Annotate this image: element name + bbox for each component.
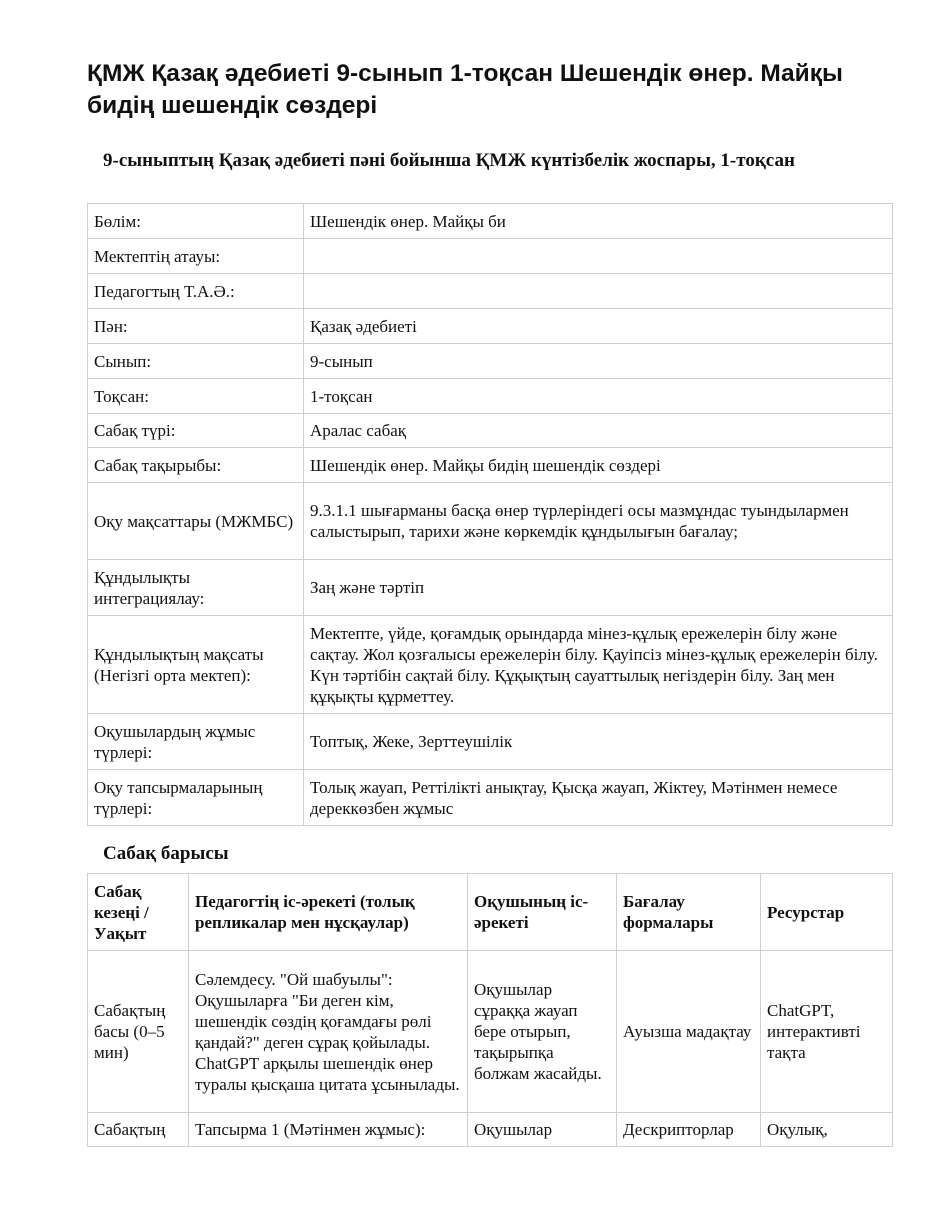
table-row [88, 560, 893, 616]
row-value: 9.3.1.1 шығарманы басқа өнер түрлеріндегі осы мазмұндас туындылармен салыстырып, тарихи және көркемдік құндылығын бағалау; [304, 483, 893, 560]
lesson-table [87, 873, 893, 1147]
col-header-resources: Ресурстар [761, 874, 893, 951]
table-row [88, 414, 893, 448]
info-table [87, 203, 893, 826]
row-label: Оқу тапсырмаларының түрлері: [88, 770, 304, 826]
table-row [88, 616, 893, 714]
col-header-teacher: Педагогтің іс-әрекеті (толық репликалар мен нұсқаулар) [189, 874, 468, 951]
col-header-student: Оқушының іс-әрекеті [468, 874, 617, 951]
table-header-row [88, 874, 893, 951]
stage-cell: Сабақтың басы (0–5 мин) [88, 951, 189, 1113]
table-row [88, 239, 893, 274]
teacher-cell: Сәлемдесу. "Ой шабуылы": Оқушыларға "Би деген кім, шешендік сөздің қоғамдағы рөлі қандай?" деген сұрақ қойылады. ChatGPT арқылы шешендік өнер туралы қысқаша цитата ұсынылады. [189, 951, 468, 1113]
col-header-stage: Сабақ кезеңі / Уақыт [88, 874, 189, 951]
lesson-heading: Сабақ барысы [103, 843, 229, 864]
table-row [88, 309, 893, 344]
table-row [88, 951, 893, 1113]
assessment-cell: Ауызша мадақтау [617, 951, 761, 1113]
row-label: Сабақ түрі: [88, 414, 304, 448]
stage-cell: Сабақтың [88, 1113, 189, 1147]
row-value: Шешендік өнер. Майқы бидің шешендік сөздері [304, 448, 893, 483]
table-row [88, 714, 893, 770]
row-label: Құндылықты интеграциялау: [88, 560, 304, 616]
table-row [88, 274, 893, 309]
assessment-cell: Дескрипторлар [617, 1113, 761, 1147]
table-row [88, 344, 893, 379]
plan-heading: 9-сыныптың Қазақ әдебиеті пәні бойынша ҚМЖ күнтізбелік жоспары, 1-тоқсан [103, 150, 795, 171]
table-row [88, 770, 893, 826]
row-label: Тоқсан: [88, 379, 304, 414]
table-row [88, 379, 893, 414]
row-label: Оқушылардың жұмыс түрлері: [88, 714, 304, 770]
row-label: Пән: [88, 309, 304, 344]
row-label: Педагогтың Т.А.Ә.: [88, 274, 304, 309]
row-value: Топтық, Жеке, Зерттеушілік [304, 714, 893, 770]
student-cell: Оқушылар сұраққа жауап бере отырып, тақырыпқа болжам жасайды. [468, 951, 617, 1113]
resources-cell: ChatGPT, интерактивті тақта [761, 951, 893, 1113]
resources-cell: Оқулық, [761, 1113, 893, 1147]
table-row [88, 204, 893, 239]
row-value: 1-тоқсан [304, 379, 893, 414]
row-value: Шешендік өнер. Майқы би [304, 204, 893, 239]
row-value [304, 239, 893, 274]
row-label: Оқу мақсаттары (МЖМБС) [88, 483, 304, 560]
row-label: Құндылықтың мақсаты (Негізгі орта мектеп): [88, 616, 304, 714]
row-value: Қазақ әдебиеті [304, 309, 893, 344]
teacher-cell: Тапсырма 1 (Мәтінмен жұмыс): [189, 1113, 468, 1147]
table-row [88, 1113, 893, 1147]
page-title: ҚМЖ Қазақ әдебиеті 9-сынып 1-тоқсан Шешендік өнер. Майқы бидің шешендік сөздері [87, 60, 843, 119]
row-label: Бөлім: [88, 204, 304, 239]
table-row [88, 483, 893, 560]
col-header-assessment: Бағалау формалары [617, 874, 761, 951]
row-value [304, 274, 893, 309]
row-value: Аралас сабақ [304, 414, 893, 448]
row-value: 9-сынып [304, 344, 893, 379]
row-value: Заң және тәртіп [304, 560, 893, 616]
table-row [88, 448, 893, 483]
row-label: Сынып: [88, 344, 304, 379]
row-label: Мектептің атауы: [88, 239, 304, 274]
row-value: Мектепте, үйде, қоғамдық орындарда мінез-құлық ережелерін білу және сақтау. Жол қозғалысы ережелерін білу. Қауіпсіз мінез-құлық ережелерін білу. Күн тәртібін сақтай білу. Құқықтың сауаттылық негіздерін білу. Заң мен құқықты құрметтеу. [304, 616, 893, 714]
row-value: Толық жауап, Реттілікті анықтау, Қысқа жауап, Жіктеу, Мәтінмен немесе дереккөзбен жұмыс [304, 770, 893, 826]
student-cell: Оқушылар [468, 1113, 617, 1147]
row-label: Сабақ тақырыбы: [88, 448, 304, 483]
